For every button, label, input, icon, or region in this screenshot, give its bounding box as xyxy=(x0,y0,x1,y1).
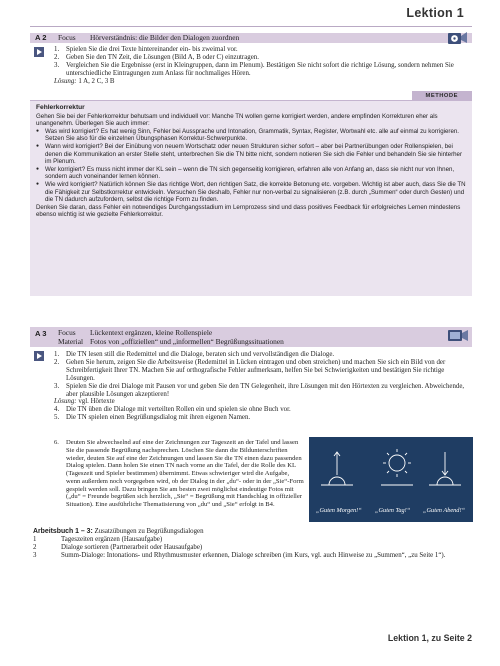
caption-abend: „Guten Abend!“ xyxy=(423,507,466,514)
a2-solution: Lösung: 1 A, 2 C, 3 B xyxy=(54,77,115,85)
list-item: 2 Dialoge sortieren (Partnerarbeit oder Hausaufgabe) xyxy=(33,544,203,552)
methode-intro: Gehen Sie bei der Fehlerkorrektur behutsam und individuell vor: Manche TN wollen gerne korrigiert werden, andere empfinden Korrekturen eher als unangenehm. Überlegen Sie auch immer: xyxy=(36,112,438,128)
a2-body xyxy=(54,46,470,86)
play-cd-icon xyxy=(34,47,44,57)
methode-box xyxy=(30,101,472,296)
a2-focus-label: Focus xyxy=(58,33,76,42)
list-item: ● Was wird korrigiert? Es hat wenig Sinn, Fehler bei Aussprache und Intonation, Grammatik, Syntax, Register, Wortwahl etc. alle auf einmal zu korrigieren. Setzen Sie also für die einzelnen Übungsphasen Korrektur-Schwerpunkte. xyxy=(36,128,466,143)
photo-icon xyxy=(447,328,469,343)
list-item: 3 Summ-Dialoge: Intonations- und Rhythmusmuster erkennen, Dialoge schreiben (im Kurs, vgl. auch Hinweise zu „Summen“, „zu Seite 1“). xyxy=(33,552,446,560)
arbeitsbuch-heading: Arbeitsbuch 1 – 3: Zusatzübungen zu Begrüßungsdialogen xyxy=(33,528,204,535)
top-divider xyxy=(30,26,472,27)
a2-focus-text: Hörverständnis: die Bilder den Dialogen zuordnen xyxy=(90,33,240,42)
list-item: ● Wann wird korrigiert? Bei der Einübung von neuem Wortschatz oder neuen Strukturen sicher sofort – aber bei Partnerübungen oder Rollenspielen, bei denen die Kommunikation an erster Stelle steht, unterbrechen Sie die TN bitte nicht, sondern notieren Sie sich die Fehler und behandeln Sie sie hinterher im Plenum. xyxy=(36,143,466,166)
methode-label: METHODE xyxy=(412,91,473,101)
a2-code: A 2 xyxy=(35,33,47,42)
a3-focus-text: Lückentext ergänzen, kleine Rollenspiele xyxy=(90,328,213,337)
list-item: 2. Gehen Sie herum, zeigen Sie die Arbeitsweise (Redemittel in Lücken eintragen und oben streichen) und machen Sie sich ein Bild von der Schreibfertigkeit Ihrer TN. Machen Sie auf orthografische Fehler aufmerksam, helfen Sie bei Schwierigkeiten und bestätigen Sie richtige Lösungen. xyxy=(54,358,446,382)
a3-code: A 3 xyxy=(35,329,47,338)
page-footer: Lektion 1, zu Seite 2 xyxy=(387,633,472,643)
a2-header xyxy=(30,33,472,43)
list-item: 2. Geben Sie den TN Zeit, die Lösungen (Bild A, B oder C) einzutragen. xyxy=(54,53,259,61)
list-item: ● Wer korrigiert? Es muss nicht immer der KL sein – wenn die TN sich gegenseitig korrigieren, erfahren alle von Anfang an, dass sie nicht nur von Ihnen, sondern auch voneinander lernen können. xyxy=(36,166,466,181)
methode-outro: Denken Sie daran, dass Fehler ein notwendiges Durchgangsstadium im Lernprozess sind und dass positives Feedback für erfolgreiches Lernen mindestens ebenso wichtig ist wie gezielte Fehlerkorrektur. xyxy=(36,203,461,219)
list-item: 6. Deuten Sie abwechselnd auf eine der Zeichnungen zur Tageszeit an der Tafel und lassen Sie die passende Begrüßung nachsprechen. Löschen Sie dann die Bildunterschriften wieder, deuten Sie auf eine der Zeichnungen und lassen Sie die TN einen dazu passenden Dialog spielen. Dann holen Sie einen TN nach vorne an die Tafel, der die Rolle des KL (Tageszeit und Spieler bestimmen) übernimmt. Etwas schwieriger wird die Aufgabe, wenn außerdem noch vorgegeben wird, ob der Dialog in der „du“- oder in der „Sie“-Form gespielt werden soll. Dazu bringen Sie am besten zwei möglichst eindeutige Fotos mit („du“ = Freunde begrüßen sich herzlich, „Sie“ = Begrüßung mit Handschlag in offizieller Situation). Eine ausführliche Thematisierung von „du“ und „Sie“ erfolgt in B4. xyxy=(54,439,304,508)
list-item: 3. Vergleichen Sie die Ergebnisse (erst in Kleingruppen, dann im Plenum). Bestätigen Sie nicht sofort die richtige Lösung, sondern nehmen Sie unterschiedliche Eintragungen zum Anlass für nochmaliges Hören. xyxy=(54,61,454,77)
list-item: 3. Spielen Sie die drei Dialoge mit Pausen vor und geben Sie den TN Gelegenheit, ihre Lösungen mit den Hörtexten zu vergleichen. Abweichende, aber plausible Lösungen akzeptieren! xyxy=(54,382,465,398)
list-item: 5. Die TN spielen einen Begrüßungsdialog mit ihren eigenen Namen. xyxy=(54,414,251,422)
a3-material-text: Fotos von „offiziellen“ und „informellen“ Begrüßungssituationen xyxy=(90,337,284,346)
list-item: 4. Die TN üben die Dialoge mit verteilten Rollen ein und spielen sie ohne Buch vor. xyxy=(54,406,291,414)
a3-step6 xyxy=(54,439,304,509)
a3-header xyxy=(30,327,472,347)
list-item: 1. Spielen Sie die drei Texte hintereinander ein- bis zweimal vor. xyxy=(54,46,238,53)
a3-material-label: Material xyxy=(58,337,84,346)
methode-bar xyxy=(30,91,472,101)
arbeitsbuch-section xyxy=(33,528,473,560)
methode-title: Fehlerkorrektur xyxy=(36,104,85,111)
a3-focus-label: Focus xyxy=(58,328,76,337)
caption-morgen: „Guten Morgen!“ xyxy=(316,507,362,514)
page-title: Lektion 1 xyxy=(406,6,464,20)
listening-icon xyxy=(447,30,469,45)
a3-body xyxy=(54,351,472,422)
tageszeiten-illustration xyxy=(309,437,473,522)
play-cd-icon xyxy=(34,351,44,361)
list-item: ● Wie wird korrigiert? Natürlich können Sie das richtige Wort, den richtigen Satz, die korrekte Betonung etc. vorgeben. Wichtig ist aber auch, dass Sie die TN die Fähigkeit zur Selbstkorrektur entwickeln. Versuchen Sie deshalb, Fehler nur non-verbal zu signalisieren (z.B. durch „Summen“ oder durch Gesten) und die TN dadurch aufzufordern, selbst die richtige Form zu finden. xyxy=(36,181,466,204)
caption-tag: „Guten Tag!“ xyxy=(375,507,411,514)
a3-solution: Lösung: vgl. Hörtexte xyxy=(54,398,115,406)
list-item: 1 Tageszeiten ergänzen (Hausaufgabe) xyxy=(33,536,163,544)
list-item: 1. Die TN lesen still die Redemittel und die Dialoge, beraten sich und vervollständigen die Dialoge. xyxy=(54,351,335,358)
